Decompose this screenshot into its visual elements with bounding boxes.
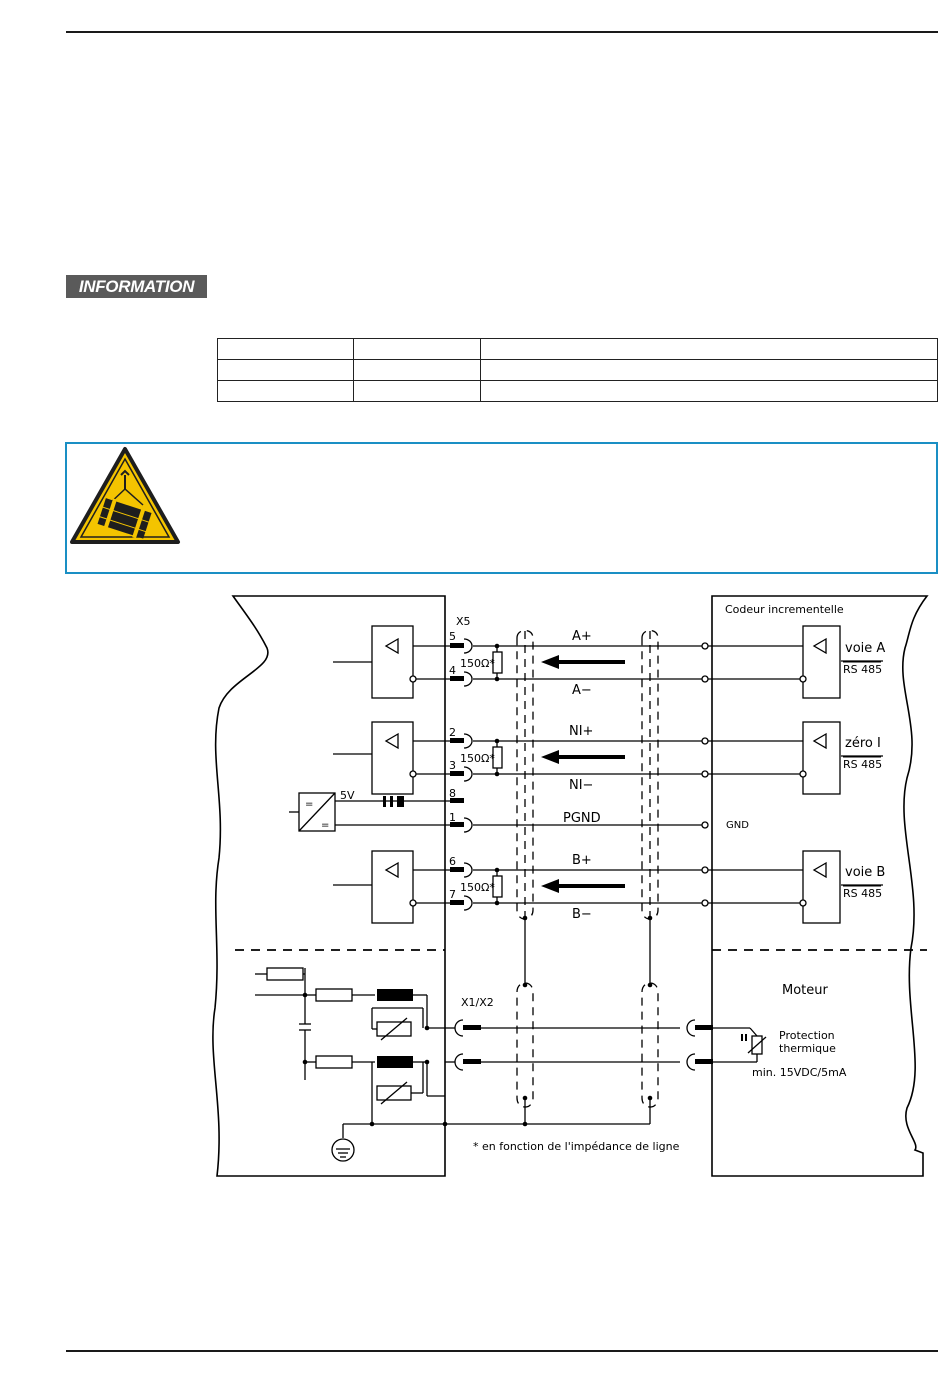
svg-text:=: = [305, 799, 314, 810]
table-cell [481, 360, 938, 381]
pin-3-label: 3 [449, 759, 456, 772]
thermal-label-2: thermique [779, 1042, 836, 1055]
table-cell [218, 339, 354, 360]
pin-1-label: 1 [449, 811, 456, 824]
pin-8-label: 8 [449, 787, 456, 800]
thermal-rating: min. 15VDC/5mA [752, 1066, 847, 1079]
table-cell [481, 381, 938, 402]
table-cell [354, 381, 481, 402]
signal-a-plus: A+ [572, 629, 592, 644]
footer-rule [66, 1350, 938, 1352]
table-cell [481, 339, 938, 360]
signal-pgnd: PGND [563, 811, 601, 826]
channel-a-label: voie A [845, 641, 886, 656]
header-rule [66, 31, 938, 33]
channel-b-label: voie B [845, 865, 886, 880]
signal-a-minus: A− [572, 683, 592, 698]
table-cell [218, 360, 354, 381]
warning-box [65, 442, 938, 574]
resistor-ni-label: 150Ω* [460, 752, 495, 765]
footnote: * en fonction de l'impédance de ligne [473, 1140, 680, 1153]
channel-a-std: RS 485 [843, 663, 883, 676]
wiring-schematic [205, 588, 935, 1188]
information-badge: INFORMATION [66, 275, 207, 298]
pin-5-label: 5 [449, 630, 456, 643]
table-row [218, 339, 938, 360]
table-row [218, 360, 938, 381]
pin-4-label: 4 [449, 664, 456, 677]
table-cell [354, 360, 481, 381]
encoder-title: Codeur incrementelle [725, 603, 844, 616]
signal-b-minus: B− [572, 907, 592, 922]
supply-5v-label: 5V [340, 789, 355, 802]
resistor-a-label: 150Ω* [460, 657, 495, 670]
table-cell [354, 339, 481, 360]
table-row [218, 381, 938, 402]
x5-label: X5 [456, 615, 471, 628]
table-cell [218, 381, 354, 402]
pin-7-label: 7 [449, 888, 456, 901]
pin-2-label: 2 [449, 726, 456, 739]
channel-b-std: RS 485 [843, 887, 883, 900]
gnd-label: GND [726, 820, 749, 831]
signal-b-plus: B+ [572, 853, 592, 868]
pin-6-label: 6 [449, 855, 456, 868]
suspended-load-warning-icon [68, 445, 182, 545]
thermal-label-1: Protection [779, 1029, 835, 1042]
svg-text:=: = [321, 820, 330, 831]
channel-zero-label: zéro I [845, 736, 881, 751]
signal-ni-plus: NI+ [569, 724, 594, 739]
motor-title: Moteur [782, 983, 828, 998]
empty-table [217, 338, 938, 402]
signal-ni-minus: NI− [569, 778, 594, 793]
resistor-b-label: 150Ω* [460, 881, 495, 894]
x1x2-label: X1/X2 [461, 996, 494, 1009]
channel-zero-std: RS 485 [843, 758, 883, 771]
